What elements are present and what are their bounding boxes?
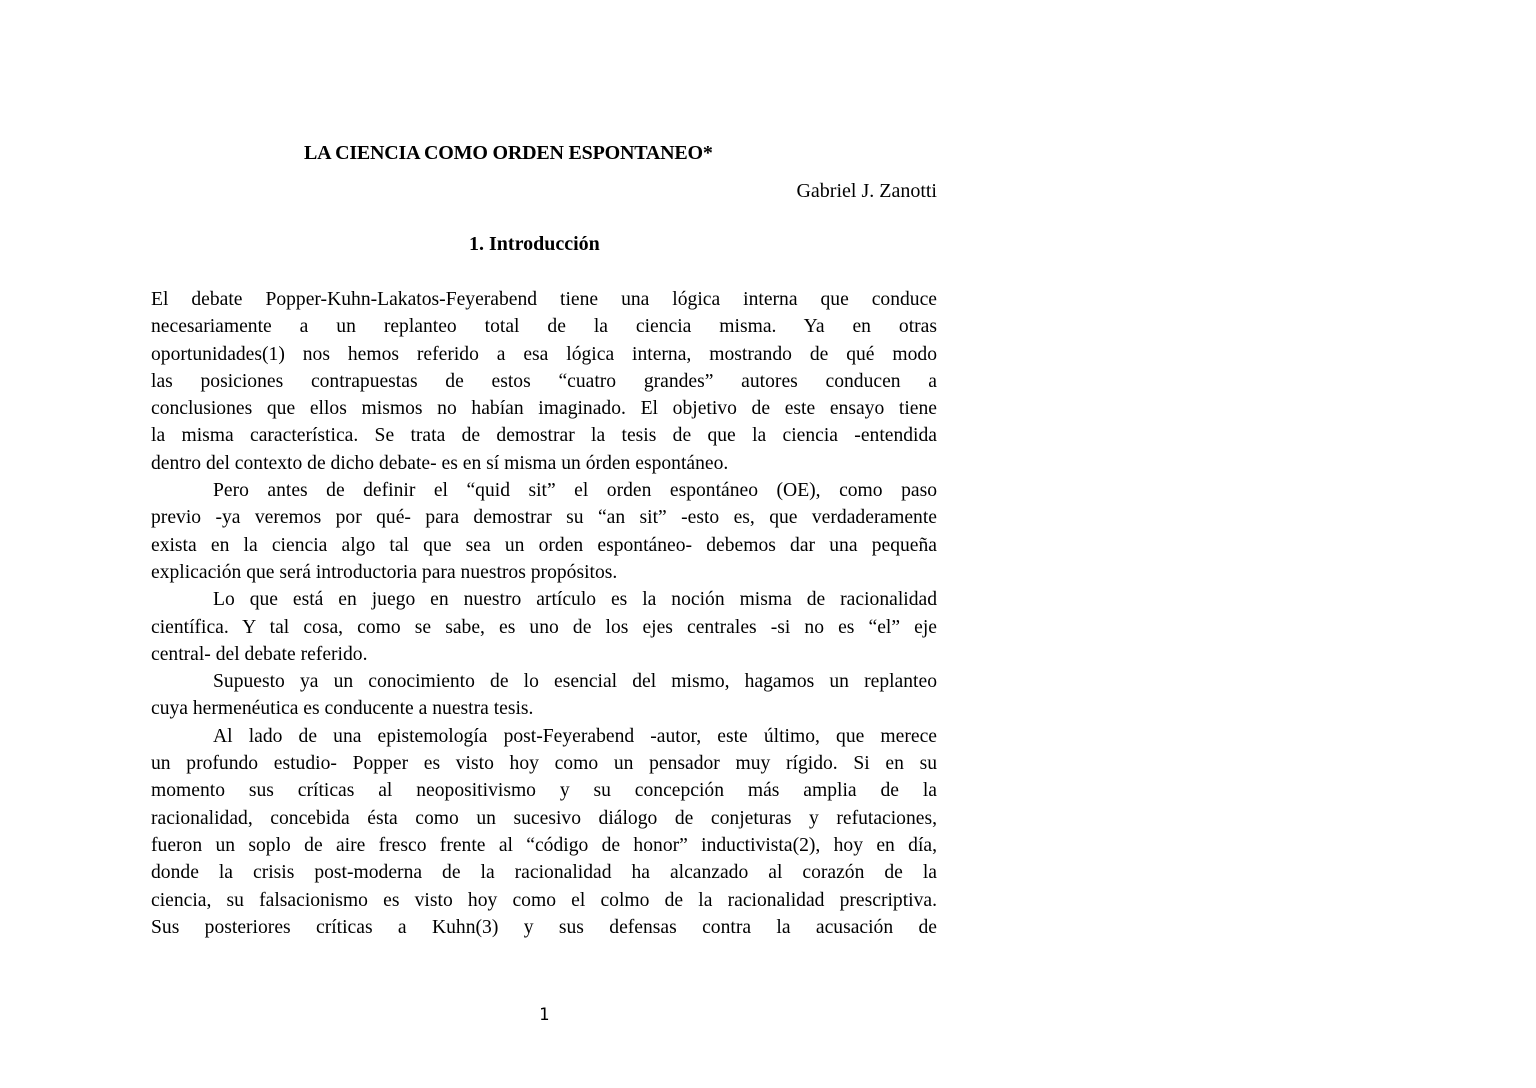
text-line: las posiciones contrapuestas de estos “cuatro grandes” autores conducen a <box>151 370 937 392</box>
paragraph <box>151 668 937 723</box>
paragraph <box>151 723 937 941</box>
text-line: racionalidad, concebida ésta como un sucesivo diálogo de conjeturas y refutaciones, <box>151 807 937 829</box>
text-line: científica. Y tal cosa, como se sabe, es uno de los ejes centrales -si no es “el” eje <box>151 616 937 638</box>
text-line: cuya hermenéutica es conducente a nuestra tesis. <box>151 698 534 720</box>
text-line: Al lado de una epistemología post-Feyerabend -autor, este último, que merece <box>213 725 937 747</box>
author-name: Gabriel J. Zanotti <box>796 180 937 202</box>
text-line: ciencia, su falsacionismo es visto hoy como el colmo de la racionalidad prescriptiva. <box>151 889 937 911</box>
text-line: conclusiones que ellos mismos no habían imaginado. El objetivo de este ensayo tiene <box>151 398 937 420</box>
text-line: previo -ya veremos por qué- para demostrar su “an sit” -esto es, que verdaderamente <box>151 507 937 529</box>
text-line: oportunidades(1) nos hemos referido a esa lógica interna, mostrando de qué modo <box>151 343 937 365</box>
body-text <box>151 286 937 941</box>
page-number: 1 <box>539 1005 550 1025</box>
text-line: dentro del contexto de dicho debate- es en sí misma un órden espontáneo. <box>151 452 729 474</box>
text-line: Pero antes de definir el “quid sit” el orden espontáneo (OE), como paso <box>213 480 937 502</box>
text-line: fueron un soplo de aire fresco frente al “código de honor” inductivista(2), hoy en día, <box>151 834 937 856</box>
paragraph <box>151 477 937 586</box>
text-line: momento sus críticas al neopositivismo y su concepción más amplia de la <box>151 780 937 802</box>
text-line: donde la crisis post-moderna de la racionalidad ha alcanzado al corazón de la <box>151 862 937 884</box>
text-line: El debate Popper-Kuhn-Lakatos-Feyerabend tiene una lógica interna que conduce <box>151 289 937 310</box>
text-line: central- del debate referido. <box>151 643 368 665</box>
paragraph <box>151 286 937 477</box>
text-line: Sus posteriores críticas a Kuhn(3) y sus defensas contra la acusación de <box>151 916 937 938</box>
text-line: Supuesto ya un conocimiento de lo esencial del mismo, hagamos un replanteo <box>213 671 937 693</box>
text-line: la misma característica. Se trata de demostrar la tesis de que la ciencia -entendida <box>151 425 937 447</box>
text-line: explicación que será introductoria para nuestros propósitos. <box>151 561 618 583</box>
section-heading: 1. Introducción <box>469 233 600 255</box>
text-line: necesariamente a un replanteo total de la ciencia misma. Ya en otras <box>151 316 937 338</box>
document-title: LA CIENCIA COMO ORDEN ESPONTANEO* <box>304 142 713 164</box>
text-line: Lo que está en juego en nuestro artículo es la noción misma de racionalidad <box>213 589 937 611</box>
text-line: un profundo estudio- Popper es visto hoy como un pensador muy rígido. Si en su <box>151 753 937 775</box>
text-line: exista en la ciencia algo tal que sea un orden espontáneo- debemos dar una pequeña <box>151 534 937 556</box>
paragraph <box>151 586 937 668</box>
